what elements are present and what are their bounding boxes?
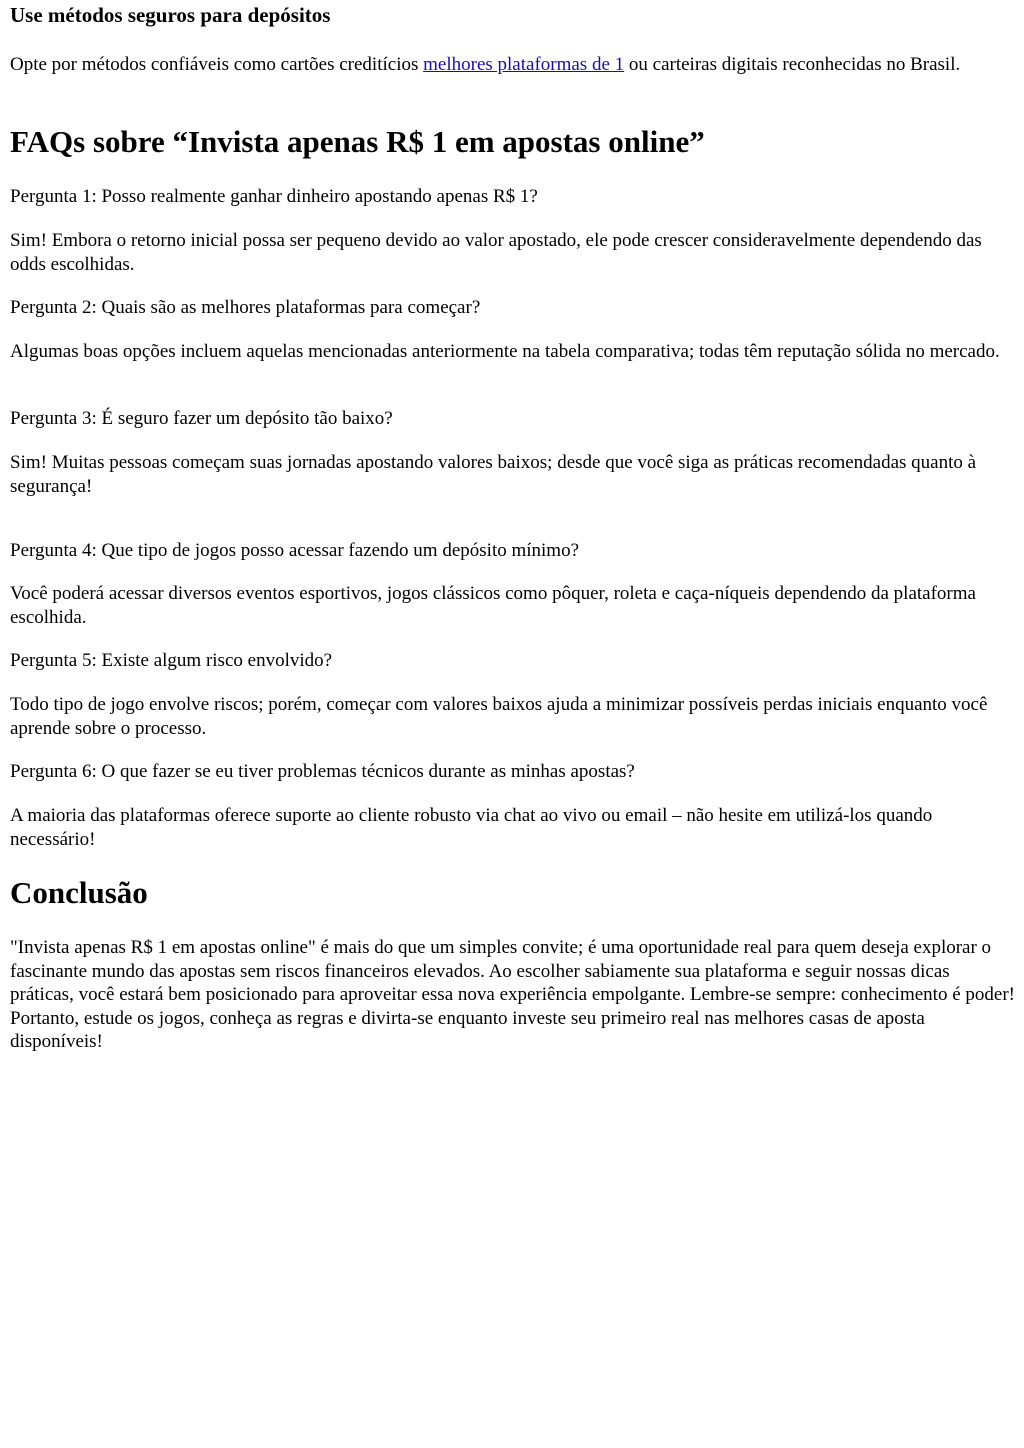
- faq-question-4: Pergunta 4: Que tipo de jogos posso acessar fazendo um depósito mínimo?: [10, 540, 580, 561]
- faq-question-2: Pergunta 2: Quais são as melhores plataformas para começar?: [10, 297, 481, 318]
- conclusion-paragraph: "Invista apenas R$ 1 em apostas online" é mais do que um simples convite; é uma oportunidade real para quem deseja explorar o fascinante mundo das apostas sem riscos financeiros elevados. Ao escolher sabiamente sua plataforma e seguir nossas dicas práticas, você estará bem posicionado para aproveitar essa nova experiência empolgante. Lembre-se sempre: conhecimento é poder! Portanto, estude os jogos, conheça as regras e divirta-se enquanto investe seu primeiro real nas melhores casas de aposta disponíveis!: [10, 937, 1015, 1052]
- deposits-heading: Use métodos seguros para depósitos: [10, 3, 331, 27]
- faqs-heading: FAQs sobre “Invista apenas R$ 1 em apostas online”: [10, 124, 705, 159]
- faq-answer-6: A maioria das plataformas oferece suporte ao cliente robusto via chat ao vivo ou email – não hesite em utilizá-los quando necessário!: [10, 805, 933, 850]
- faq-answer-3: Sim! Muitas pessoas começam suas jornadas apostando valores baixos; desde que você siga as práticas recomendadas quanto à segurança!: [10, 452, 977, 497]
- faq-question-3: Pergunta 3: É seguro fazer um depósito tão baixo?: [10, 408, 393, 429]
- faq-question-5: Pergunta 5: Existe algum risco envolvido?: [10, 650, 333, 671]
- faq-answer-5: Todo tipo de jogo envolve riscos; porém, começar com valores baixos ajuda a minimizar possíveis perdas iniciais enquanto você aprende sobre o processo.: [10, 694, 988, 739]
- platforms-link[interactable]: melhores plataformas de 1: [423, 54, 625, 75]
- faq-answer-4: Você poderá acessar diversos eventos esportivos, jogos clássicos como pôquer, roleta e caça-níqueis dependendo da plataforma escolhida.: [10, 583, 976, 628]
- deposits-text-before-link: Opte por métodos confiáveis como cartões creditícios: [10, 54, 424, 75]
- deposits-paragraph: [10, 53, 1016, 77]
- faq-answer-2: Algumas boas opções incluem aquelas mencionadas anteriormente na tabela comparativa; todas têm reputação sólida no mercado.: [10, 341, 1000, 362]
- faq-question-1: Pergunta 1: Posso realmente ganhar dinheiro apostando apenas R$ 1?: [10, 186, 538, 207]
- conclusion-heading: Conclusão: [10, 875, 148, 910]
- faq-answer-1: Sim! Embora o retorno inicial possa ser pequeno devido ao valor apostado, ele pode crescer consideravelmente dependendo das odds escolhidas.: [10, 230, 982, 275]
- deposits-text-after-link: ou carteiras digitais reconhecidas no Brasil.: [624, 54, 961, 75]
- faq-question-6: Pergunta 6: O que fazer se eu tiver problemas técnicos durante as minhas apostas?: [10, 761, 635, 782]
